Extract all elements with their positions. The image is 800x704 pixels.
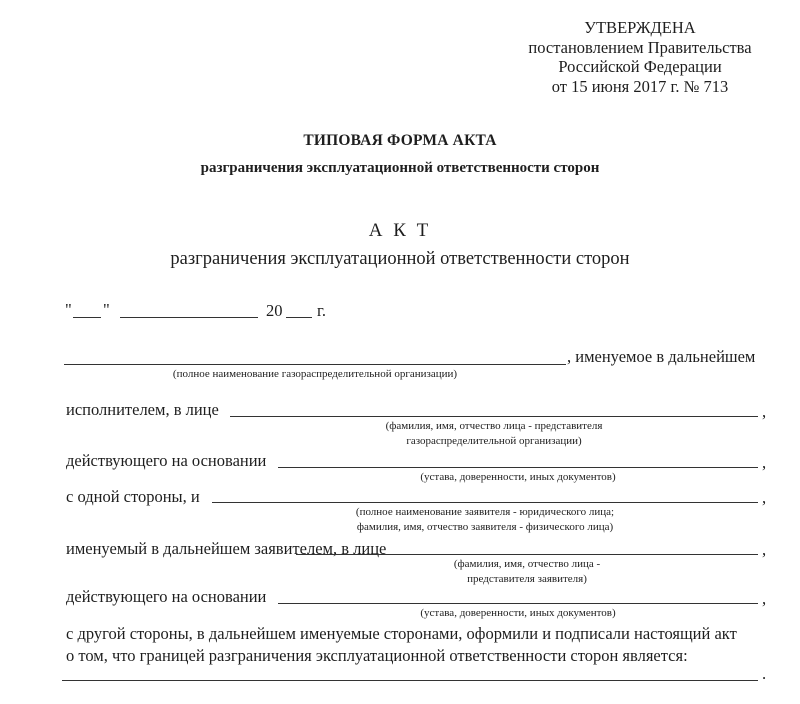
basis1-label: действующего на основании (66, 451, 267, 470)
applicant-hint-line: представителя заявителя) (467, 573, 587, 585)
org-hint: (полное наименование газораспределительной организации) (172, 368, 458, 380)
basis2-hint: (устава, доверенности, иных документов) (420, 607, 616, 619)
basis2-end: , (762, 589, 767, 608)
paragraph-line: о том, что границей разграничения эксплуатационной ответственности сторон является: (66, 646, 688, 665)
quote-close: " (103, 300, 110, 319)
side1-end: , (762, 488, 767, 507)
year-prefix: 20 (266, 301, 283, 320)
applicant-name-field[interactable] (212, 502, 758, 503)
approval-line: Российской Федерации (558, 57, 722, 76)
basis2-field[interactable] (278, 603, 758, 604)
side1-hint-line: (полное наименование заявителя - юридического лица; (355, 506, 615, 518)
org-suffix: , именуемое в дальнейшем (567, 347, 756, 366)
applicant-label: именуемый в дальнейшем заявителем, в лице (66, 539, 387, 558)
applicant-hint-line: (фамилия, имя, отчество лица - (453, 558, 601, 570)
executor-hint (230, 419, 758, 449)
approval-date: от 15 июня 2017 г. № 713 (551, 76, 729, 96)
executor-end: , (762, 402, 767, 421)
approval-heading: УТВЕРЖДЕНА (584, 18, 696, 37)
side1-hint-line: фамилия, имя, отчество заявителя - физического лица) (356, 521, 614, 533)
side1-label: с одной стороны, и (66, 487, 200, 506)
year-suffix: г. (317, 301, 327, 320)
basis2-label: действующего на основании (66, 587, 267, 606)
month-field[interactable] (120, 317, 258, 318)
executor-hint-line: (фамилия, имя, отчество лица - представителя (385, 420, 603, 432)
act-title: А К Т (368, 220, 432, 241)
year-field[interactable] (286, 317, 312, 318)
executor-field[interactable] (230, 416, 758, 417)
approval-line: постановлением Правительства (528, 37, 752, 57)
paragraph-line: с другой стороны, в дальнейшем именуемые сторонами, оформили и подписали настоящий акт (66, 624, 737, 643)
applicant-rep-field[interactable] (296, 554, 758, 555)
basis1-hint: (устава, доверенности, иных документов) (420, 471, 616, 483)
act-subtitle: разграничения эксплуатационной ответственности сторон (170, 249, 630, 269)
basis1-field[interactable] (278, 467, 758, 468)
org-name-field[interactable] (64, 364, 566, 365)
boundary-field[interactable] (62, 680, 758, 681)
quote-open: " (65, 300, 72, 319)
applicant-hint (296, 557, 758, 587)
form-subtitle: разграничения эксплуатационной ответственности сторон (200, 160, 600, 176)
day-field[interactable] (73, 317, 101, 318)
paragraph-end: . (762, 664, 767, 683)
side1-hint (212, 505, 758, 535)
applicant-end: , (762, 540, 767, 559)
executor-label: исполнителем, в лице (66, 400, 219, 419)
executor-hint-line: газораспределительной организации) (406, 435, 582, 447)
approval-block (510, 18, 770, 96)
basis1-end: , (762, 453, 767, 472)
form-title: ТИПОВАЯ ФОРМА АКТА (303, 132, 497, 149)
